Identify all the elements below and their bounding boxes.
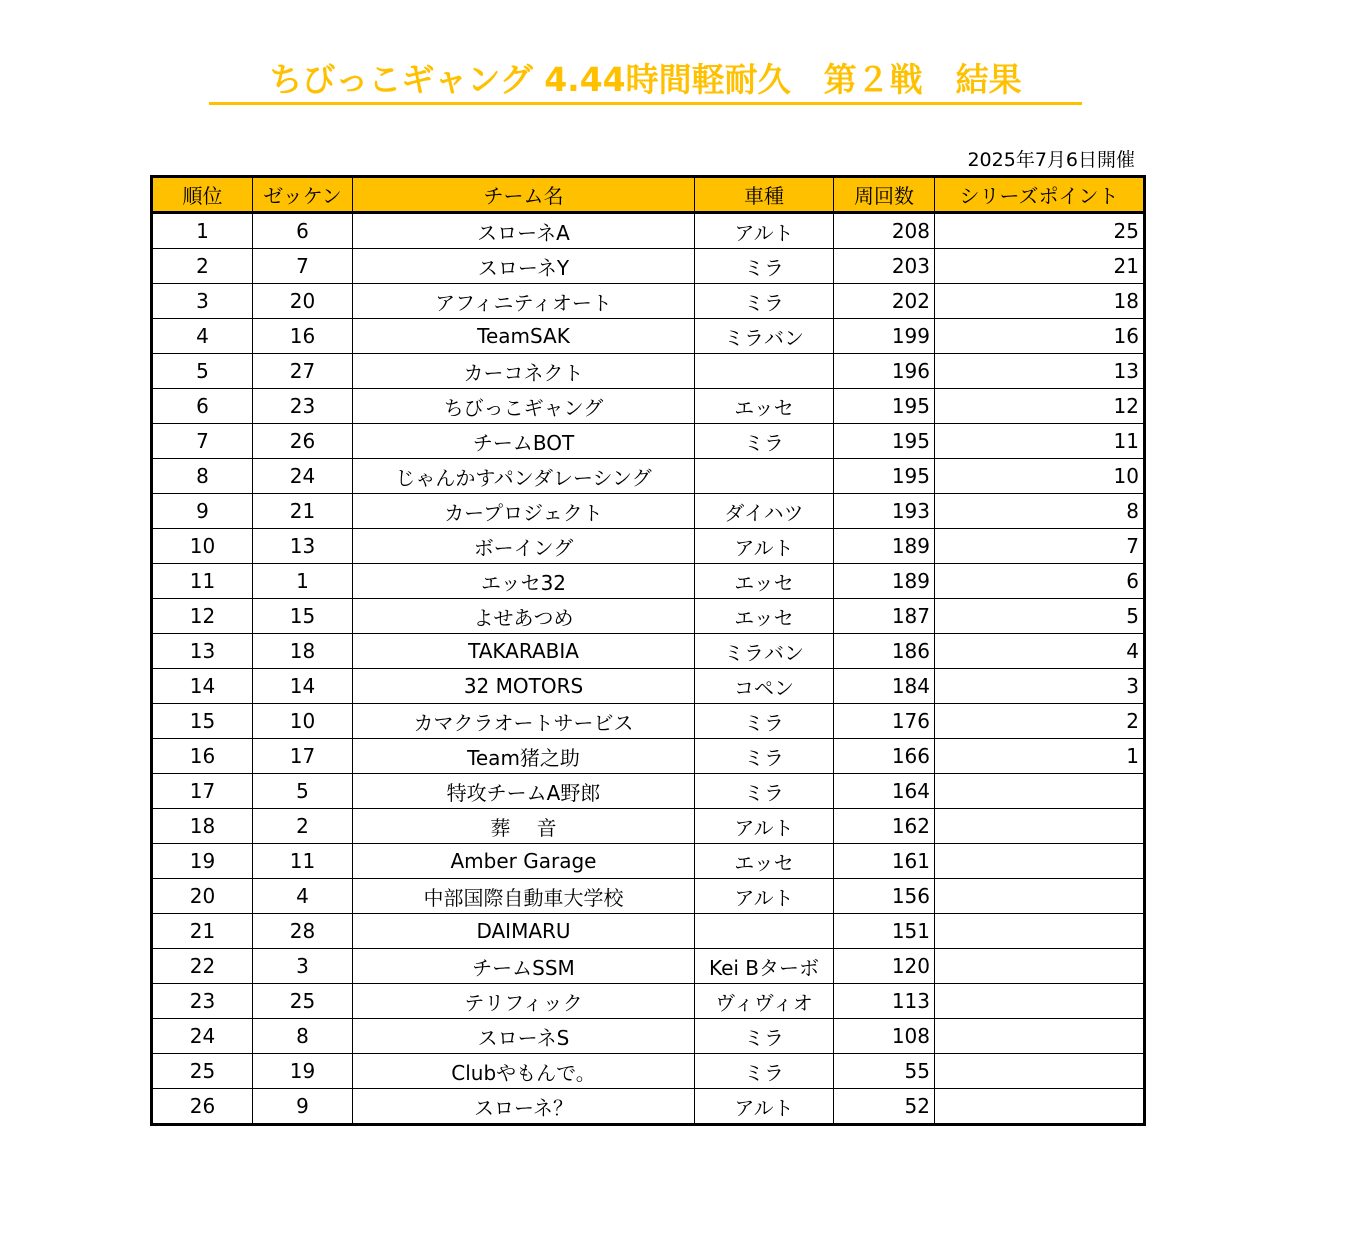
cell-points — [935, 879, 1145, 914]
cell-car: エッセ — [695, 599, 834, 634]
cell-car: ミラ — [695, 424, 834, 459]
cell-rank: 19 — [152, 844, 253, 879]
cell-points: 12 — [935, 389, 1145, 424]
cell-points: 13 — [935, 354, 1145, 389]
cell-laps: 176 — [834, 704, 935, 739]
cell-bib: 23 — [253, 389, 353, 424]
cell-car: ミラ — [695, 249, 834, 284]
cell-bib: 3 — [253, 949, 353, 984]
cell-car: アルト — [695, 879, 834, 914]
cell-team: Amber Garage — [353, 844, 695, 879]
table-row — [152, 1089, 1145, 1125]
event-date: 2025年7月6日開催 — [967, 149, 1135, 171]
cell-team: ボーイング — [353, 529, 695, 564]
cell-rank: 26 — [152, 1089, 253, 1125]
cell-points — [935, 1019, 1145, 1054]
cell-team: 特攻チームA野郎 — [353, 774, 695, 809]
cell-car: アルト — [695, 529, 834, 564]
table-row — [152, 774, 1145, 809]
cell-bib: 9 — [253, 1089, 353, 1125]
cell-bib: 4 — [253, 879, 353, 914]
table-row — [152, 249, 1145, 284]
cell-bib: 6 — [253, 213, 353, 249]
cell-car: エッセ — [695, 389, 834, 424]
table-row — [152, 529, 1145, 564]
cell-rank: 11 — [152, 564, 253, 599]
cell-laps: 193 — [834, 494, 935, 529]
cell-bib: 24 — [253, 459, 353, 494]
cell-team: アフィニティオート — [353, 284, 695, 319]
cell-rank: 17 — [152, 774, 253, 809]
cell-car: ミラ — [695, 739, 834, 774]
cell-rank: 25 — [152, 1054, 253, 1089]
cell-laps: 195 — [834, 424, 935, 459]
cell-bib: 20 — [253, 284, 353, 319]
cell-points: 16 — [935, 319, 1145, 354]
cell-rank: 15 — [152, 704, 253, 739]
cell-rank: 21 — [152, 914, 253, 949]
cell-points — [935, 914, 1145, 949]
cell-points: 3 — [935, 669, 1145, 704]
table-row — [152, 879, 1145, 914]
cell-rank: 3 — [152, 284, 253, 319]
cell-rank: 4 — [152, 319, 253, 354]
table-row — [152, 1054, 1145, 1089]
cell-laps: 55 — [834, 1054, 935, 1089]
cell-rank: 1 — [152, 213, 253, 249]
cell-car: エッセ — [695, 564, 834, 599]
cell-team: カマクラオートサービス — [353, 704, 695, 739]
table-row — [152, 284, 1145, 319]
cell-rank: 6 — [152, 389, 253, 424]
page-title: ちびっこギャング 4.44時間軽耐久 第２戦 結果 — [269, 60, 1022, 99]
cell-team: 葬 音 — [353, 809, 695, 844]
header-row — [152, 177, 1145, 213]
table-row — [152, 984, 1145, 1019]
cell-bib: 15 — [253, 599, 353, 634]
table-row — [152, 213, 1145, 249]
cell-bib: 19 — [253, 1054, 353, 1089]
cell-team: エッセ32 — [353, 564, 695, 599]
cell-rank: 22 — [152, 949, 253, 984]
cell-laps: 186 — [834, 634, 935, 669]
cell-rank: 14 — [152, 669, 253, 704]
cell-car: ミラ — [695, 704, 834, 739]
cell-points: 7 — [935, 529, 1145, 564]
table-row — [152, 564, 1145, 599]
cell-team: 中部国際自動車大学校 — [353, 879, 695, 914]
results-table — [150, 175, 1146, 1126]
cell-team: スローネ？ — [353, 1089, 695, 1125]
cell-laps: 151 — [834, 914, 935, 949]
cell-team: じゃんかすパンダレーシング — [353, 459, 695, 494]
table-row — [152, 704, 1145, 739]
cell-laps: 161 — [834, 844, 935, 879]
cell-bib: 7 — [253, 249, 353, 284]
cell-car: ミラ — [695, 1019, 834, 1054]
cell-team: カープロジェクト — [353, 494, 695, 529]
header-car: 車種 — [695, 177, 834, 213]
cell-laps: 199 — [834, 319, 935, 354]
cell-points — [935, 984, 1145, 1019]
cell-laps: 208 — [834, 213, 935, 249]
cell-rank: 5 — [152, 354, 253, 389]
cell-car: ミラ — [695, 1054, 834, 1089]
cell-points: 6 — [935, 564, 1145, 599]
cell-rank: 10 — [152, 529, 253, 564]
cell-points: 4 — [935, 634, 1145, 669]
cell-laps: 108 — [834, 1019, 935, 1054]
cell-rank: 2 — [152, 249, 253, 284]
cell-laps: 195 — [834, 459, 935, 494]
cell-points — [935, 809, 1145, 844]
cell-rank: 23 — [152, 984, 253, 1019]
cell-car: ヴィヴィオ — [695, 984, 834, 1019]
results-body — [152, 213, 1145, 1125]
cell-points — [935, 774, 1145, 809]
table-row — [152, 739, 1145, 774]
cell-bib: 11 — [253, 844, 353, 879]
table-row — [152, 949, 1145, 984]
cell-laps: 202 — [834, 284, 935, 319]
cell-team: Clubやもんで。 — [353, 1054, 695, 1089]
cell-car — [695, 459, 834, 494]
cell-car: Kei Bターボ — [695, 949, 834, 984]
cell-rank: 16 — [152, 739, 253, 774]
cell-rank: 12 — [152, 599, 253, 634]
table-row — [152, 424, 1145, 459]
cell-points: 18 — [935, 284, 1145, 319]
cell-bib: 14 — [253, 669, 353, 704]
cell-points: 10 — [935, 459, 1145, 494]
cell-car: エッセ — [695, 844, 834, 879]
cell-laps: 189 — [834, 564, 935, 599]
cell-team: チームSSM — [353, 949, 695, 984]
header-team: チーム名 — [353, 177, 695, 213]
cell-team: チームBOT — [353, 424, 695, 459]
cell-laps: 166 — [834, 739, 935, 774]
header-rank: 順位 — [152, 177, 253, 213]
cell-laps: 184 — [834, 669, 935, 704]
cell-team: TAKARABIA — [353, 634, 695, 669]
table-row — [152, 494, 1145, 529]
cell-rank: 13 — [152, 634, 253, 669]
cell-points — [935, 949, 1145, 984]
cell-bib: 13 — [253, 529, 353, 564]
cell-bib: 28 — [253, 914, 353, 949]
table-row — [152, 1019, 1145, 1054]
table-row — [152, 844, 1145, 879]
cell-car — [695, 354, 834, 389]
header-bib: ゼッケン — [253, 177, 353, 213]
title-banner — [209, 58, 1082, 105]
table-row — [152, 389, 1145, 424]
cell-rank: 18 — [152, 809, 253, 844]
cell-rank: 20 — [152, 879, 253, 914]
cell-car: ダイハツ — [695, 494, 834, 529]
cell-bib: 27 — [253, 354, 353, 389]
cell-rank: 8 — [152, 459, 253, 494]
cell-points: 2 — [935, 704, 1145, 739]
cell-bib: 18 — [253, 634, 353, 669]
cell-points — [935, 1054, 1145, 1089]
cell-points: 11 — [935, 424, 1145, 459]
cell-rank: 7 — [152, 424, 253, 459]
cell-laps: 187 — [834, 599, 935, 634]
cell-laps: 52 — [834, 1089, 935, 1125]
cell-points: 1 — [935, 739, 1145, 774]
cell-bib: 26 — [253, 424, 353, 459]
cell-points: 21 — [935, 249, 1145, 284]
cell-points: 5 — [935, 599, 1145, 634]
header-points: シリーズポイント — [935, 177, 1145, 213]
cell-bib: 25 — [253, 984, 353, 1019]
cell-team: よせあつめ — [353, 599, 695, 634]
table-row — [152, 459, 1145, 494]
cell-car — [695, 914, 834, 949]
cell-team: テリフィック — [353, 984, 695, 1019]
cell-rank: 9 — [152, 494, 253, 529]
cell-car: ミラバン — [695, 634, 834, 669]
cell-laps: 113 — [834, 984, 935, 1019]
cell-bib: 21 — [253, 494, 353, 529]
cell-car: ミラバン — [695, 319, 834, 354]
cell-laps: 164 — [834, 774, 935, 809]
cell-bib: 10 — [253, 704, 353, 739]
cell-team: カーコネクト — [353, 354, 695, 389]
table-row — [152, 669, 1145, 704]
cell-bib: 17 — [253, 739, 353, 774]
cell-laps: 203 — [834, 249, 935, 284]
cell-points — [935, 1089, 1145, 1125]
cell-points: 25 — [935, 213, 1145, 249]
table-row — [152, 354, 1145, 389]
cell-points: 8 — [935, 494, 1145, 529]
cell-team: スローネY — [353, 249, 695, 284]
cell-points — [935, 844, 1145, 879]
cell-team: Team猪之助 — [353, 739, 695, 774]
cell-bib: 1 — [253, 564, 353, 599]
cell-car: アルト — [695, 1089, 834, 1125]
table-row — [152, 634, 1145, 669]
cell-car: ミラ — [695, 774, 834, 809]
cell-laps: 156 — [834, 879, 935, 914]
cell-laps: 162 — [834, 809, 935, 844]
cell-team: 32 MOTORS — [353, 669, 695, 704]
cell-car: コペン — [695, 669, 834, 704]
table-row — [152, 809, 1145, 844]
cell-team: ちびっこギャング — [353, 389, 695, 424]
table-row — [152, 599, 1145, 634]
cell-laps: 195 — [834, 389, 935, 424]
cell-car: アルト — [695, 809, 834, 844]
cell-team: スローネS — [353, 1019, 695, 1054]
cell-team: スローネA — [353, 213, 695, 249]
cell-team: TeamSAK — [353, 319, 695, 354]
cell-laps: 120 — [834, 949, 935, 984]
cell-laps: 189 — [834, 529, 935, 564]
cell-team: DAIMARU — [353, 914, 695, 949]
cell-bib: 5 — [253, 774, 353, 809]
cell-rank: 24 — [152, 1019, 253, 1054]
cell-car: ミラ — [695, 284, 834, 319]
header-laps: 周回数 — [834, 177, 935, 213]
cell-bib: 16 — [253, 319, 353, 354]
cell-bib: 8 — [253, 1019, 353, 1054]
cell-car: アルト — [695, 213, 834, 249]
cell-bib: 2 — [253, 809, 353, 844]
cell-laps: 196 — [834, 354, 935, 389]
table-row — [152, 914, 1145, 949]
table-row — [152, 319, 1145, 354]
